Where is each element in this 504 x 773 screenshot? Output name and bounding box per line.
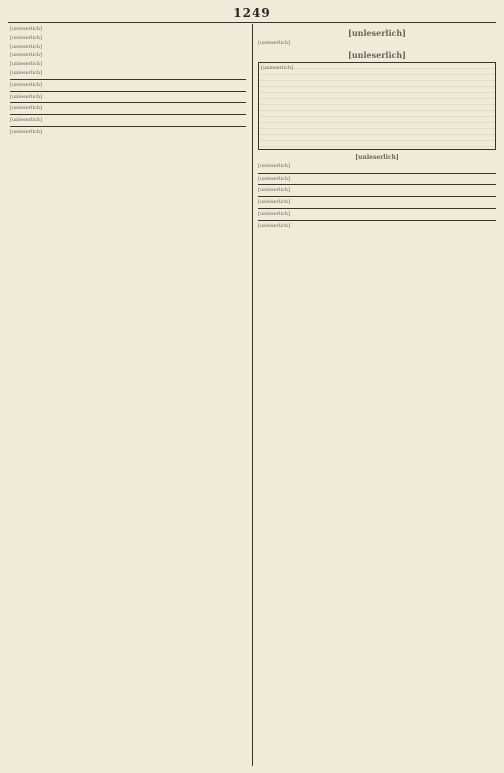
top-rule [8, 22, 496, 23]
market-report: [unleserlich] [258, 40, 291, 46]
news-paragraph: [unleserlich] [10, 43, 43, 50]
news-paragraph: [unleserlich] [10, 69, 43, 76]
advertisement: [unleserlich] [258, 184, 496, 194]
guests-list: [unleserlich] [258, 162, 291, 169]
right-column [258, 26, 496, 766]
news-paragraph: [unleserlich] [10, 26, 43, 32]
advertisement: [unleserlich] [258, 173, 496, 183]
left-column [10, 26, 246, 766]
guests-heading: [unleserlich] [355, 153, 399, 161]
market-heading: [unleserlich] [348, 28, 406, 38]
news-paragraph: [unleserlich] [10, 52, 43, 59]
weather-table [258, 62, 496, 150]
advertisement: [unleserlich] [258, 196, 496, 206]
page-number: 1249 [233, 6, 271, 20]
advertisement: [unleserlich] [10, 114, 246, 124]
advertisement: [unleserlich] [258, 208, 496, 218]
news-paragraph: [unleserlich] [10, 61, 43, 68]
advertisement: [unleserlich] [10, 102, 246, 112]
advertisement: [unleserlich] [10, 126, 246, 136]
weather-table-body: [unleserlich] [261, 64, 294, 71]
weather-heading: [unleserlich] [348, 49, 406, 60]
column-divider [252, 24, 253, 766]
advertisement: [unleserlich] [10, 91, 246, 101]
advertisement: [unleserlich] [10, 79, 246, 89]
news-paragraph: [unleserlich] [10, 34, 43, 41]
advertisement: [unleserlich] [258, 220, 496, 230]
